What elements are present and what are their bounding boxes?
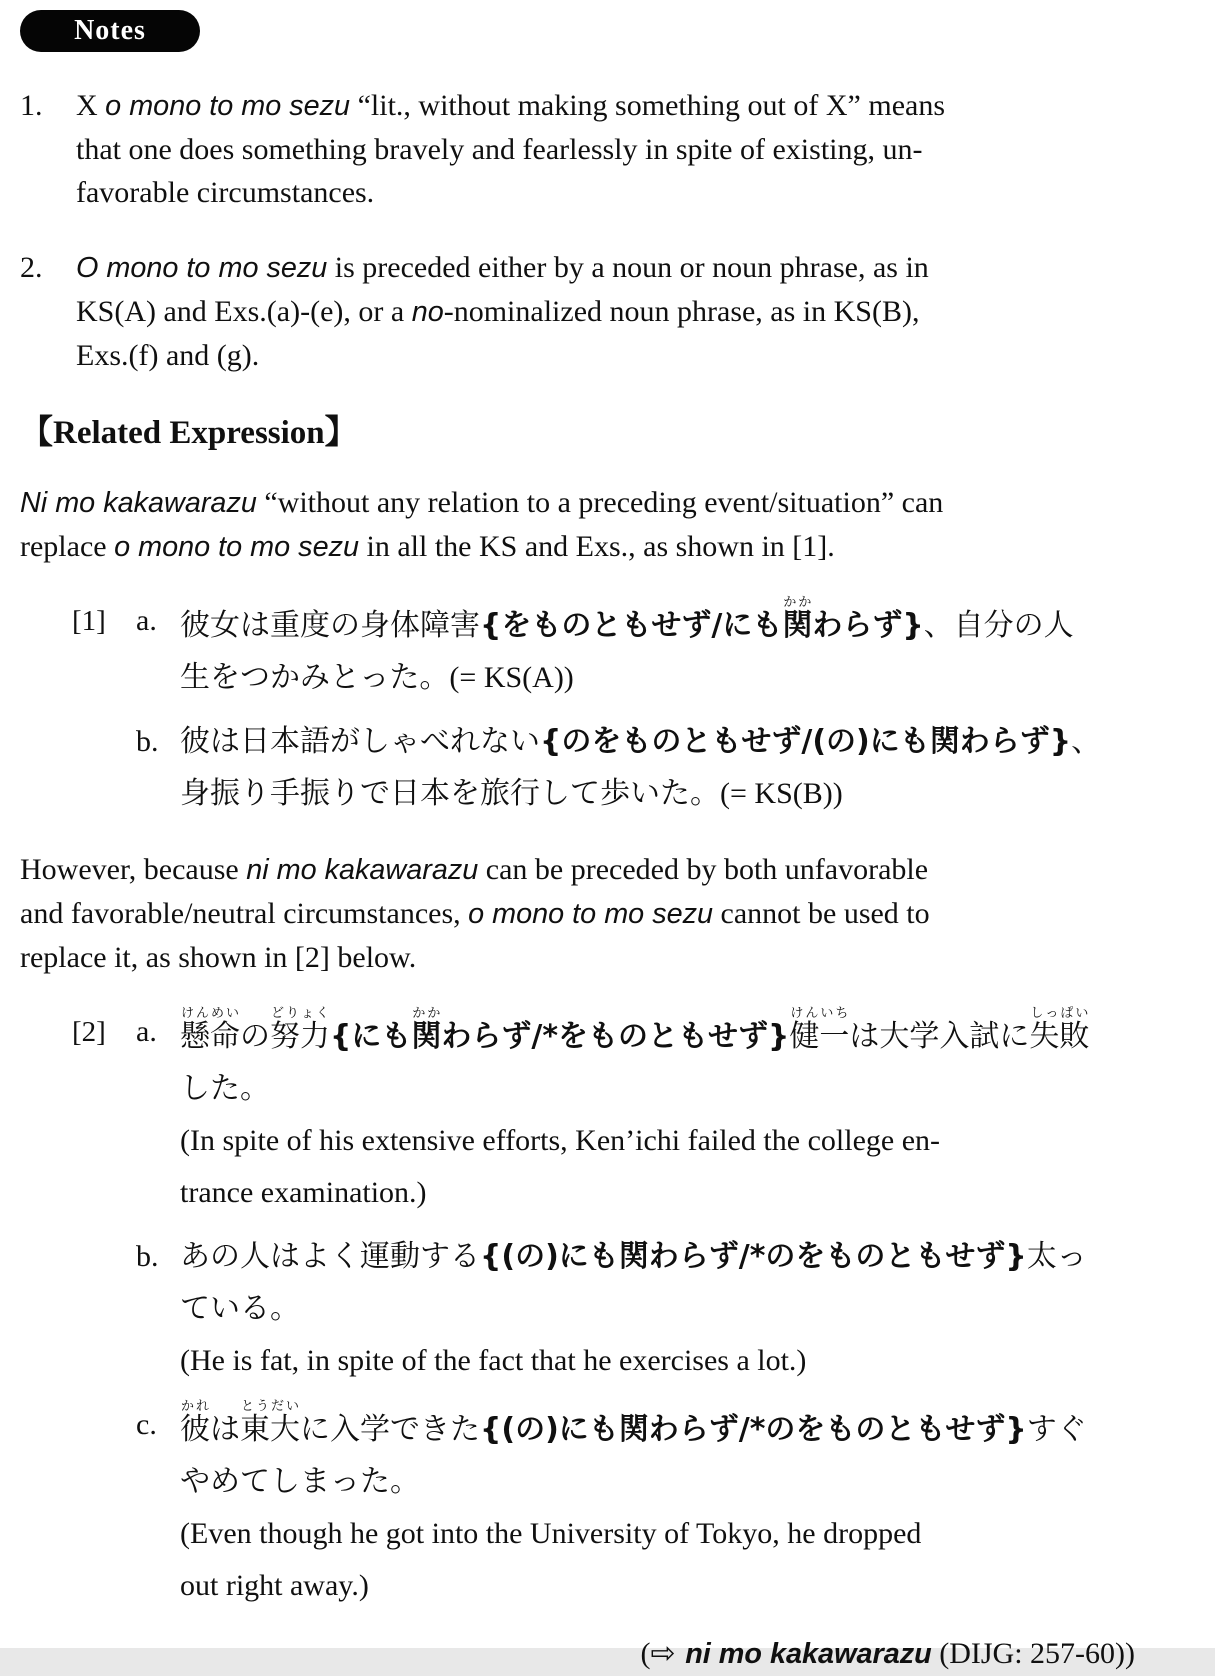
related-expression-intro: Ni mo kakawarazu “without any relation to a preceding event/situation” can replace o mono to mo sezu in all the KS and Exs., as shown in [1].: [20, 486, 944, 563]
example-group-2: [72, 1006, 1195, 1612]
example-sentence: あの人はよく運動する{(の)にも関わらず/*のをものともせず}太っ ている。 (He is fat, in spite of the fact that he exercises a lot.): [180, 1239, 1087, 1377]
example-label: a.: [136, 604, 157, 637]
example-label: c.: [136, 1408, 157, 1441]
example-sentence: 彼かれは東大とうだいに入学できた{(の)にも関わらず/*のをものともせず}すぐ やめてしまった。 (Even though he got into the University of Tokyo, he dropped out right away.): [180, 1399, 1087, 1602]
related-expression-heading: 【Related Expression】: [20, 415, 358, 451]
note-text: X o mono to mo sezu “lit., without making something out of X” means that one does something bravely and fearlessly in spite of existing, un- favorable circumstances.: [76, 89, 945, 209]
transition-paragraph: However, because ni mo kakawarazu can be preceded by both unfavorable and favorable/neutral circumstances, o mono to mo sezu cannot be used to replace it, as shown in [2] below.: [20, 853, 930, 974]
example-item-2b: [136, 1231, 1195, 1387]
example-label: a.: [136, 1015, 157, 1048]
note-number: 2.: [20, 251, 43, 284]
example-sentence: 懸命けんめいの努力どりょく{にも関かかわらず/*をものともせず}健一けんいちは大学入試に失敗しっぱい した。 (In spite of his extensive efforts, Ken’ichi failed the college en- trance examination.): [180, 1006, 1090, 1209]
example-group-marker: [2]: [72, 1016, 106, 1048]
example-label: b.: [136, 1240, 159, 1273]
notes-badge-label: Notes: [74, 15, 146, 46]
example-sentence: 彼は日本語がしゃべれない{のをものともせず/(の)にも関わらず}、 身振り手振りで日本を旅行して歩いた。(= KS(B)): [180, 724, 1102, 811]
note-text: O mono to mo sezu is preceded either by a noun or noun phrase, as in KS(A) and Exs.(a)-(e), or a no-nominalized noun phrase, as in KS(B), Exs.(f) and (g).: [76, 251, 929, 372]
cross-reference-arrow-icon: ⇨: [650, 1636, 686, 1671]
example-group-items: [136, 1006, 1195, 1612]
example-group-1: [72, 595, 1195, 820]
note-number: 1.: [20, 89, 43, 122]
notes-section-badge: [20, 10, 200, 52]
example-group-marker: [1]: [72, 605, 106, 637]
example-label: b.: [136, 725, 159, 758]
example-item-1a: [136, 595, 1195, 704]
example-item-2c: [136, 1399, 1195, 1612]
note-item-1: [20, 84, 1195, 214]
example-group-items: [136, 595, 1195, 820]
example-item-1b: [136, 716, 1195, 820]
note-item-2: [20, 246, 1195, 377]
example-item-2a: [136, 1006, 1195, 1219]
cross-reference-footer: (⇨ ni mo kakawarazu (DIJG: 257-60)): [640, 1636, 1135, 1671]
example-sentence: 彼女は重度の身体障害{をものともせず/にも関かかわらず}、自分の人 生をつかみとった。(= KS(A)): [180, 595, 1074, 695]
